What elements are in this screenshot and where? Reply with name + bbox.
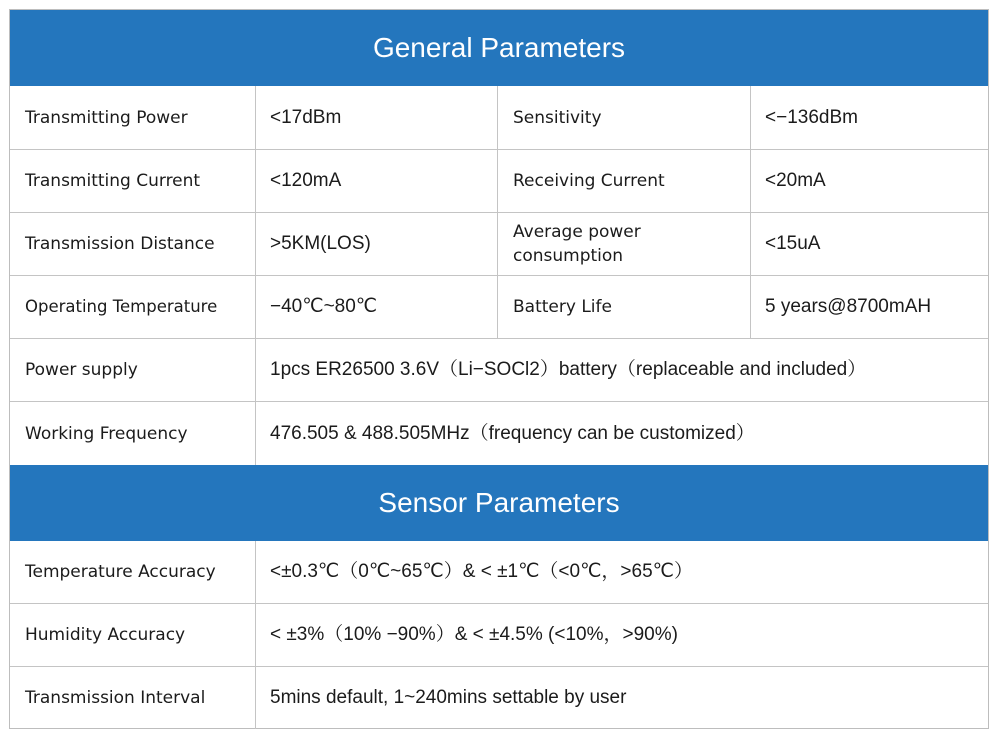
param-value: <20mA: [750, 150, 988, 212]
table-row: [10, 604, 988, 667]
param-value: >5KM(LOS): [255, 213, 497, 275]
table-row: [10, 667, 988, 729]
table-row: [10, 276, 988, 339]
param-label: Sensitivity: [497, 86, 750, 149]
param-label: Receiving Current: [497, 150, 750, 212]
table-row: [10, 541, 988, 604]
param-value: < ±3%（10% −90%）& < ±4.5% (<10%，>90%): [255, 604, 988, 666]
param-value: 5mins default, 1~240mins settable by user: [255, 667, 988, 729]
general-parameters-header: [10, 10, 988, 86]
param-value: 5 years@8700mAH: [750, 276, 988, 338]
param-value: <17dBm: [255, 86, 497, 149]
table-row: [10, 402, 988, 465]
param-value: <−136dBm: [750, 86, 988, 149]
param-value: <15uA: [750, 213, 988, 275]
sensor-parameters-title: Sensor Parameters: [378, 487, 620, 518]
table-row: [10, 213, 988, 276]
param-value: 1pcs ER26500 3.6V（Li−SOCl2）battery（replaceable and included）: [255, 339, 988, 401]
table-row: [10, 150, 988, 213]
param-label: Operating Temperature: [25, 297, 218, 316]
sensor-parameters-header: [10, 465, 988, 541]
param-label: Transmission Interval: [25, 688, 206, 708]
param-label: Working Frequency: [25, 423, 188, 444]
param-value: <±0.3℃（0℃~65℃）& < ±1℃（<0℃，>65℃）: [255, 541, 988, 603]
param-label: Transmission Distance: [25, 234, 215, 254]
table-row: [10, 339, 988, 402]
general-parameters-title: General Parameters: [372, 32, 626, 63]
param-label: Humidity Accuracy: [25, 625, 186, 645]
table-row: [10, 86, 988, 150]
param-label: Transmitting Power: [25, 107, 188, 128]
param-label: Power supply: [25, 360, 138, 380]
param-label: Battery Life: [497, 276, 750, 338]
param-label: Transmitting Current: [25, 171, 201, 191]
param-value: <120mA: [255, 150, 497, 212]
param-label: Average power consumption: [497, 213, 750, 275]
param-label: Temperature Accuracy: [25, 562, 216, 582]
param-value: 476.505 & 488.505MHz（frequency can be customized）: [255, 402, 988, 465]
param-value: −40℃~80℃: [255, 276, 497, 338]
